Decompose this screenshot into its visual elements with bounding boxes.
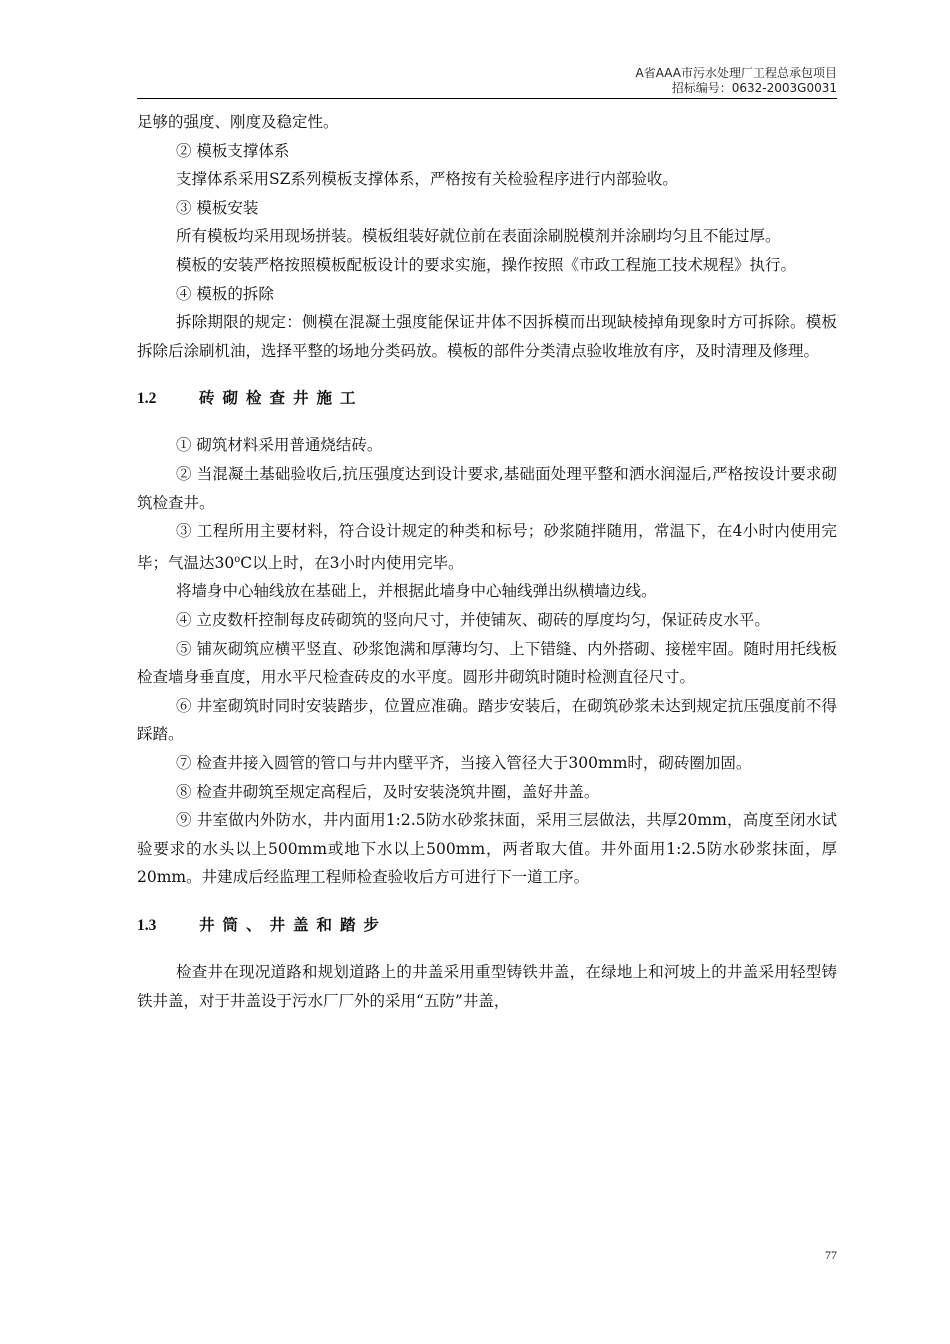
list-item: ⑦ 检查井接入圆管的管口与井内壁平齐，当接入管径大于300mm时，砌砖圈加固。: [176, 754, 752, 773]
paragraph: 所有模板均采用现场拼装。模板组装好就位前在表面涂刷脱模剂并涂刷均匀且不能过厚。: [176, 227, 781, 246]
section-title: 井筒、井盖和踏步: [199, 915, 388, 934]
header-project-title: A省AAA市污水处理厂工程总承包项目: [635, 66, 837, 80]
list-item: ⑥ 井室砌筑时同时安装踏步，位置应准确。踏步安装后，在砌筑砂浆未达到规定抗压强度前不得踩踏。: [137, 696, 837, 744]
paragraph: 模板的安装严格按照模板配板设计的要求实施，操作按照《市政工程施工技术规程》执行。: [176, 255, 797, 274]
list-item: ④ 立皮数杆控制每皮砖砌筑的竖向尺寸，并使铺灰、砌砖的厚度均匀，保证砖皮水平。: [176, 611, 770, 630]
page-header: [137, 66, 837, 99]
list-item: ① 砌筑材料采用普通烧结砖。: [176, 436, 383, 455]
paragraph: 支撑体系采用SZ系列模板支撑体系，严格按有关检验程序进行内部验收。: [176, 170, 678, 189]
page-content: [137, 108, 837, 1015]
list-item: ⑤ 铺灰砌筑应横平竖直、砂浆饱满和厚薄均匀、上下错缝、内外搭砌、接槎牢固。随时用托线板检查墙身垂直度，用水平尺检查砖皮的水平度。圆形井砌筑时随时检测直径尺寸。: [137, 639, 837, 687]
section-number: 1.2: [137, 390, 157, 408]
subheading-formwork-removal: ④ 模板的拆除: [176, 284, 274, 303]
paragraph: 将墙身中心轴线放在基础上，并根据此墙身中心轴线弹出纵横墙边线。: [176, 582, 657, 601]
subheading-formwork-install: ③ 模板安装: [176, 198, 259, 217]
subheading-support-system: ② 模板支撑体系: [176, 141, 290, 160]
list-item: ⑧ 检查井砌筑至规定高程后，及时安装浇筑井圈，盖好井盖。: [176, 782, 600, 801]
header-bid-number: 招标编号：0632-2003G0031: [671, 81, 837, 95]
list-item: ⑨ 井室做内外防水，井内面用1:2.5防水砂浆抹面，采用三层做法，共厚20mm，高度至闭水试验要求的水头以上500mm或地下水以上500mm，两者取大值。井外面用1:2.5防水砂浆抹面，厚20mm。井建成后经监理工程师检查验收后方可进行下一道工序。: [137, 811, 837, 887]
section-number: 1.3: [137, 917, 157, 934]
page-number: 77: [825, 1248, 837, 1262]
paragraph: 足够的强度、刚度及稳定性。: [137, 113, 339, 131]
section-title: 砖砌检查井施工: [199, 388, 364, 408]
paragraph: 检查井在现况道路和规划道路上的井盖采用重型铸铁井盖，在绿地上和河坡上的井盖采用轻型铸铁井盖，对于井盖设于污水厂厂外的采用“五防”井盖，: [137, 963, 837, 1010]
paragraph: 拆除期限的规定：侧模在混凝土强度能保证井体不因拆模而出现缺棱掉角现象时方可拆除。模板拆除后涂刷机油，选择平整的场地分类码放。模板的部件分类清点验收堆放有序，及时清理及修理。: [137, 313, 837, 360]
list-item: ③ 工程所用主要材料，符合设计规定的种类和标号；砂浆随拌随用，常温下，在4小时内使用完毕；气温达30$^o$C以上时，在3小时内使用完毕。: [137, 522, 837, 572]
list-item: ② 当混凝土基础验收后,抗压强度达到设计要求,基础面处理平整和洒水润湿后,严格按设计要求砌筑检查井。: [137, 464, 837, 512]
section-heading-1-2: [137, 365, 837, 431]
section-heading-1-3: [137, 892, 837, 958]
